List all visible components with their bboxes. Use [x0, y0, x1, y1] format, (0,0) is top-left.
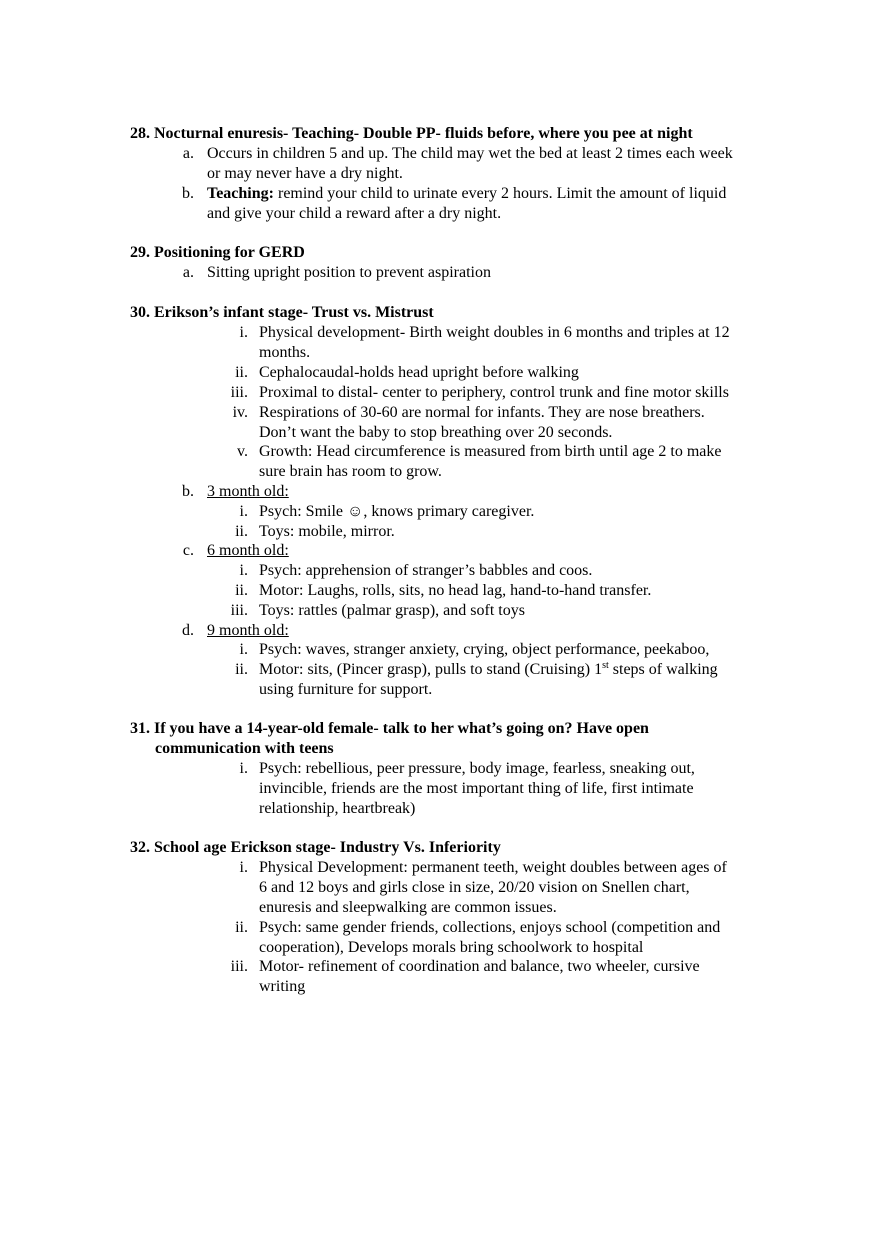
list-item-text	[207, 184, 726, 204]
list-marker: d.	[182, 622, 194, 639]
list-item-text: writing	[259, 978, 306, 995]
list-marker: ii.	[235, 919, 248, 936]
list-marker: v.	[237, 443, 248, 460]
list-item-text: 6 and 12 boys and girls close in size, 20/20 vision on Snellen chart,	[259, 879, 690, 896]
list-marker: a.	[182, 264, 194, 281]
list-marker: i.	[239, 760, 248, 777]
list-marker: b.	[182, 483, 194, 500]
list-marker: i.	[239, 859, 248, 876]
list-item-text: Toys: mobile, mirror.	[259, 523, 395, 540]
subheading-6-month: 6 month old:	[207, 542, 289, 559]
list-item-text: or may never have a dry night.	[207, 165, 403, 182]
list-item-text-part: Motor: sits, (Pincer grasp), pulls to stand (Cruising) 1	[259, 661, 603, 678]
list-item-text	[259, 660, 718, 680]
list-marker: ii.	[235, 523, 248, 540]
list-marker: i.	[239, 503, 248, 520]
list-item-text: Physical development- Birth weight doubles in 6 months and triples at 12	[259, 324, 730, 341]
section-31-heading: 31. If you have a 14-year-old female- talk to her what’s going on? Have open	[130, 720, 649, 737]
list-marker: i.	[239, 324, 248, 341]
list-marker: i.	[239, 562, 248, 579]
list-item-text: Sitting upright position to prevent aspiration	[207, 264, 491, 281]
list-marker: iii.	[230, 602, 248, 619]
list-item-text-part: steps of walking	[608, 661, 718, 678]
list-marker: c.	[182, 542, 194, 559]
list-item-text: Psych: same gender friends, collections, enjoys school (competition and	[259, 919, 721, 936]
list-item-text-rest: remind your child to urinate every 2 hours. Limit the amount of liquid	[273, 185, 727, 202]
section-30-heading: 30. Erikson’s infant stage- Trust vs. Mistrust	[130, 304, 434, 321]
list-marker: i.	[239, 641, 248, 658]
list-item-text: months.	[259, 344, 311, 361]
list-item-text: Psych: apprehension of stranger’s babbles and coos.	[259, 562, 593, 579]
list-marker: ii.	[235, 364, 248, 381]
list-marker: a.	[182, 145, 194, 162]
list-marker: iii.	[230, 384, 248, 401]
list-item-text: Motor: Laughs, rolls, sits, no head lag, hand-to-hand transfer.	[259, 582, 652, 599]
list-item-text: Proximal to distal- center to periphery, control trunk and fine motor skills	[259, 384, 729, 401]
section-32-heading: 32. School age Erickson stage- Industry Vs. Inferiority	[130, 839, 501, 856]
list-item-text: Cephalocaudal-holds head upright before walking	[259, 364, 579, 381]
list-item-text: cooperation), Develops morals bring schoolwork to hospital	[259, 939, 644, 956]
list-item-text: using furniture for support.	[259, 681, 433, 698]
list-item-text: relationship, heartbreak)	[259, 800, 416, 817]
list-item-text: enuresis and sleepwalking are common issues.	[259, 899, 557, 916]
list-marker: ii.	[235, 582, 248, 599]
section-31-heading-cont: communication with teens	[155, 740, 334, 757]
list-item-text: Motor- refinement of coordination and balance, two wheeler, cursive	[259, 958, 700, 975]
section-28-heading: 28. Nocturnal enuresis- Teaching- Double PP- fluids before, where you pee at night	[130, 125, 693, 142]
list-marker: iv.	[232, 404, 248, 421]
list-item-text: sure brain has room to grow.	[259, 463, 442, 480]
list-item-text: Psych: waves, stranger anxiety, crying, object performance, peekaboo,	[259, 641, 710, 658]
list-item-text: Don’t want the baby to stop breathing over 20 seconds.	[259, 424, 613, 441]
list-item-text: Growth: Head circumference is measured from birth until age 2 to make	[259, 443, 722, 460]
list-item-text: Psych: rebellious, peer pressure, body image, fearless, sneaking out,	[259, 760, 695, 777]
list-marker: b.	[182, 185, 194, 202]
section-29-heading: 29. Positioning for GERD	[130, 244, 305, 261]
list-item-text: Respirations of 30-60 are normal for infants. They are nose breathers.	[259, 404, 705, 421]
list-item-text: and give your child a reward after a dry night.	[207, 205, 502, 222]
teaching-label: Teaching:	[207, 185, 274, 202]
list-marker: ii.	[235, 661, 248, 678]
subheading-9-month: 9 month old:	[207, 622, 289, 639]
subheading-3-month: 3 month old:	[207, 483, 289, 500]
list-item-text: Physical Development: permanent teeth, weight doubles between ages of	[259, 859, 727, 876]
list-item-text: Psych: Smile ☺, knows primary caregiver.	[259, 503, 535, 520]
superscript: st	[602, 660, 609, 671]
list-item-text: Toys: rattles (palmar grasp), and soft toys	[259, 602, 525, 619]
list-item-text: Occurs in children 5 and up. The child may wet the bed at least 2 times each week	[207, 145, 733, 162]
list-item-text: invincible, friends are the most important thing of life, first intimate	[259, 780, 694, 797]
list-marker: iii.	[230, 958, 248, 975]
